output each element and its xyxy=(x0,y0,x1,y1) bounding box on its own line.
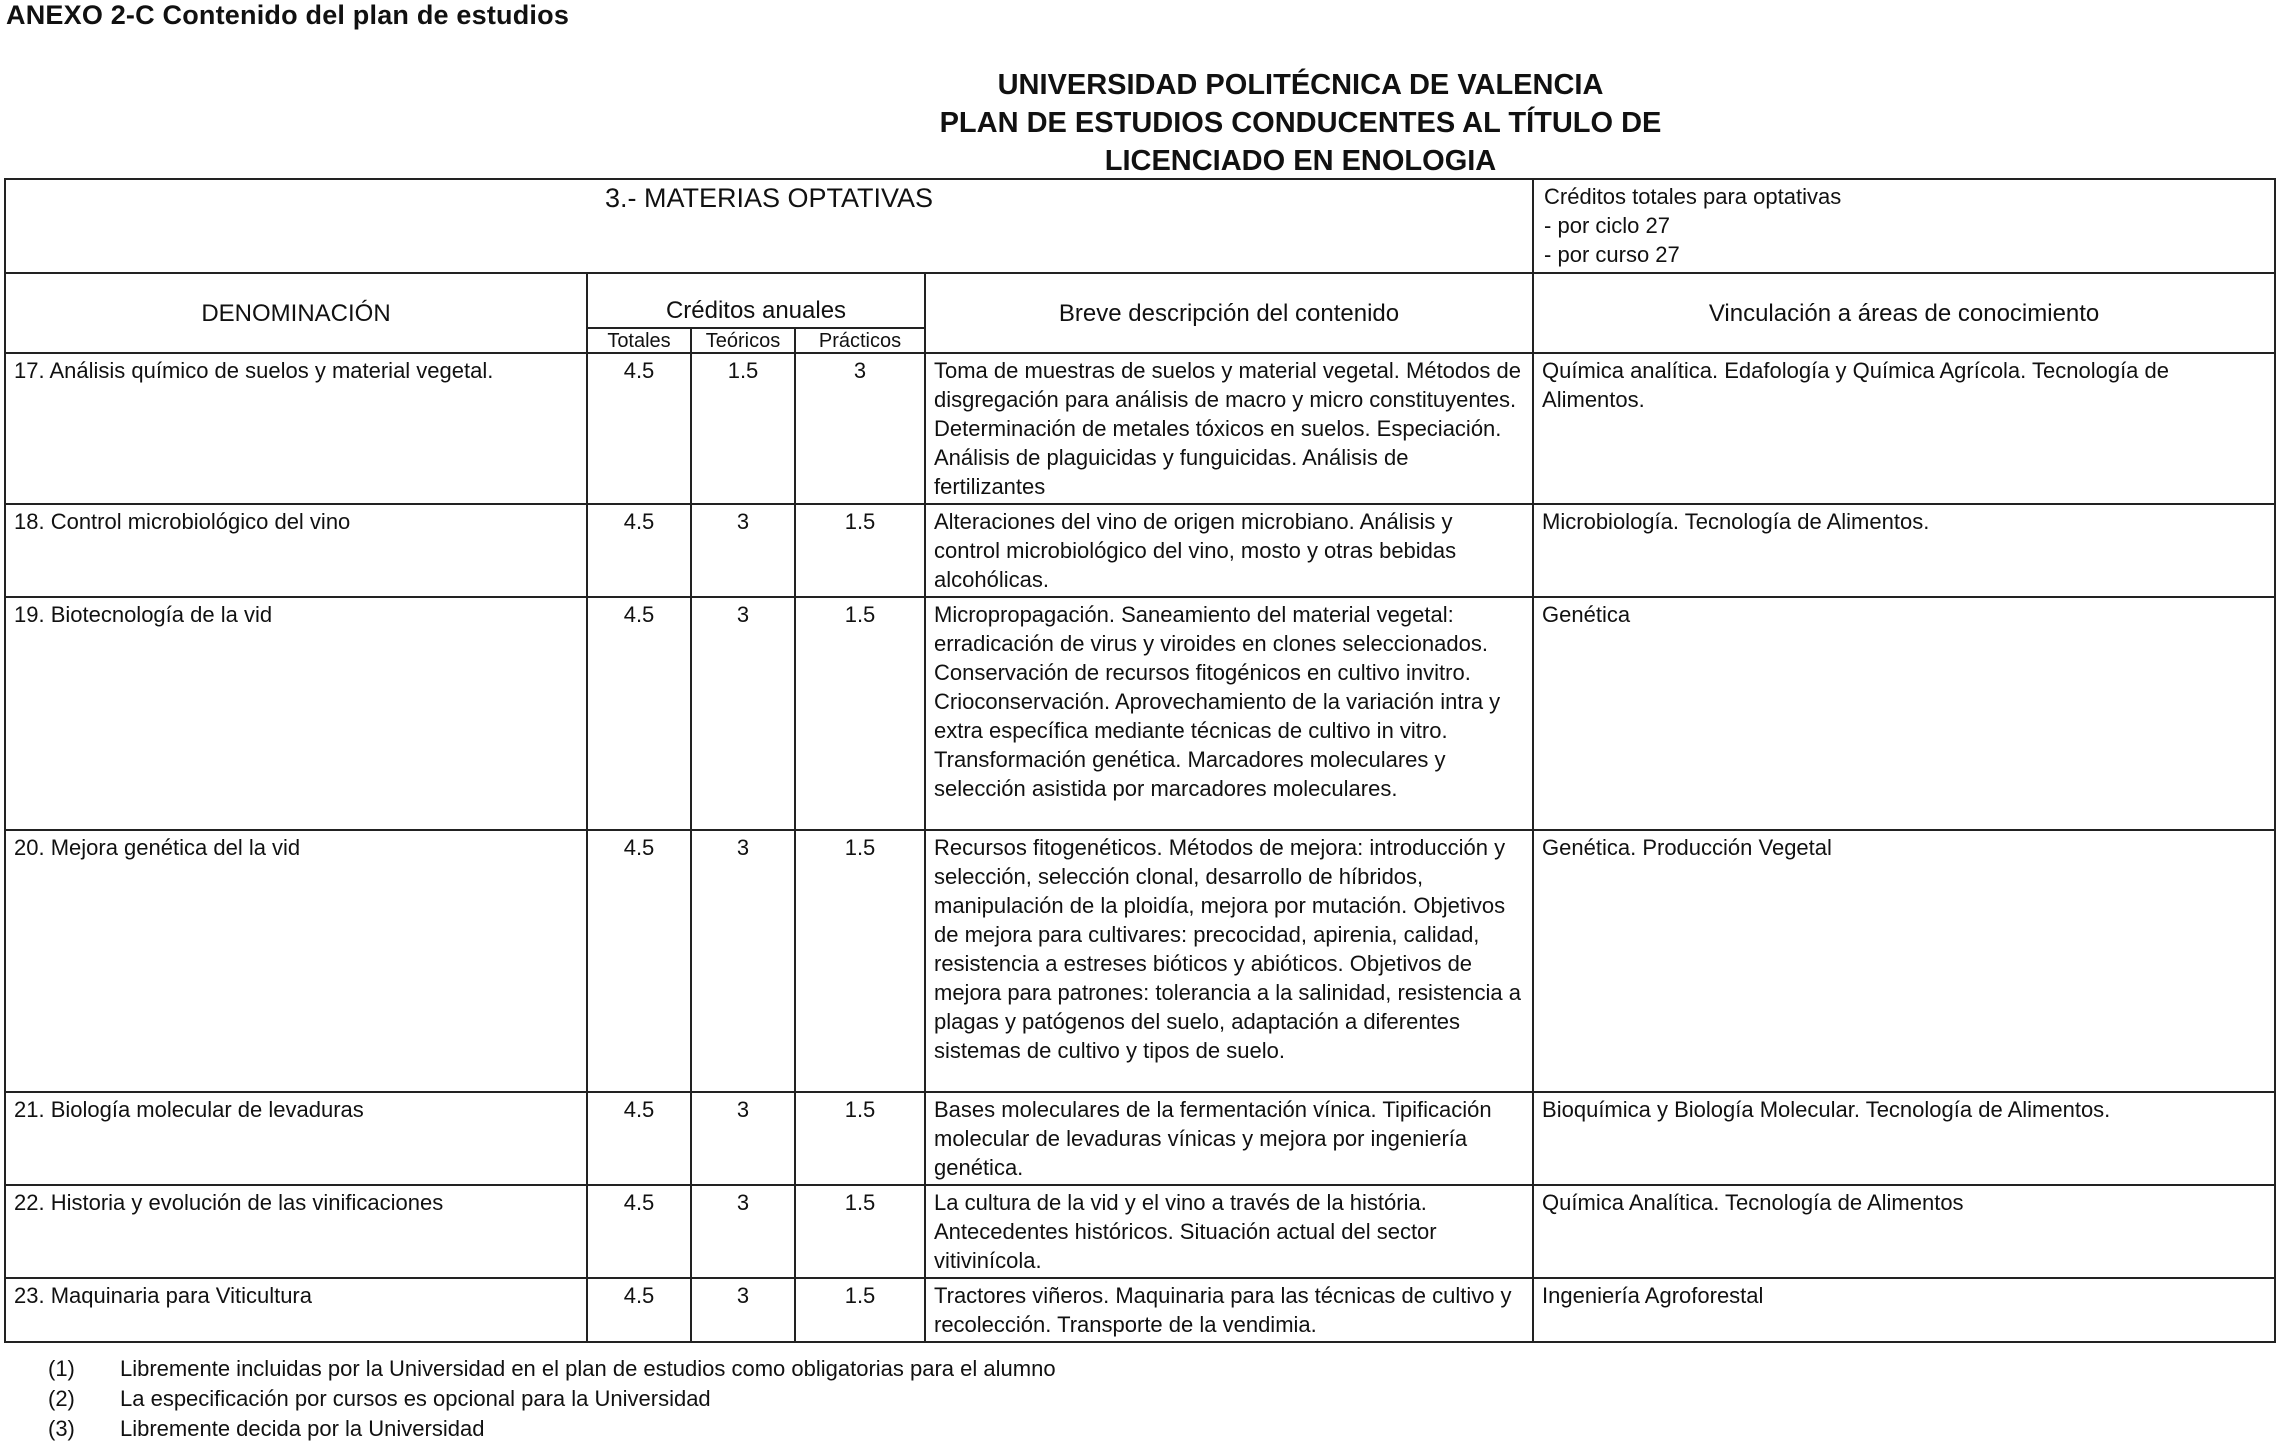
col-header-description: Breve descripción del contenido xyxy=(925,273,1533,353)
credits-total: 4.5 xyxy=(587,597,691,830)
col-header-total: Totales xyxy=(587,328,691,353)
annex-title: ANEXO 2-C Contenido del plan de estudios xyxy=(6,0,570,30)
footnote xyxy=(48,1414,1056,1444)
plan-title: PLAN DE ESTUDIOS CONDUCENTES AL TÍTULO DE xyxy=(939,107,1662,139)
section-header-row xyxy=(5,179,2275,273)
knowledge-areas: Química Analítica. Tecnología de Alimentos xyxy=(1533,1185,2275,1278)
degree-title: LICENCIADO EN ENOLOGIA xyxy=(1104,145,1497,177)
credits-theory: 3 xyxy=(691,1278,795,1342)
content-description: Micropropagación. Saneamiento del material vegetal: erradicación de virus y viroides en clones seleccionados. Conservación de recursos fitogénicos en cultivo invitro. Crioconservación. Aprovechamiento de la variación intra y extra específica mediante técnicas de cultivo in vitro. Transformación genética. Marcadores moleculares y selección asistida por marcadores moleculares. xyxy=(925,597,1533,830)
content-description: Toma de muestras de suelos y material vegetal. Métodos de disgregación para análisis de macro y micro constituyentes. Determinación de metales tóxicos en suelos. Especiación. Análisis de plaguicidas y funguicidas. Análisis de fertilizantes xyxy=(925,353,1533,504)
table-row xyxy=(5,504,2275,597)
footnote-text: Libremente incluidas por la Universidad en el plan de estudios como obligatorias para el alumno xyxy=(120,1356,1056,1381)
footnote-text: La especificación por cursos es opcional para la Universidad xyxy=(120,1386,711,1411)
credits-total: 4.5 xyxy=(587,504,691,597)
elective-subjects-table xyxy=(4,178,2276,1343)
col-header-name: DENOMINACIÓN xyxy=(5,273,587,353)
credits-theory: 3 xyxy=(691,1092,795,1185)
subjects-body xyxy=(5,353,2275,1342)
table-row xyxy=(5,353,2275,504)
table-row xyxy=(5,1278,2275,1342)
column-header-row xyxy=(5,273,2275,328)
footnote xyxy=(48,1384,1056,1414)
credits-practice: 1.5 xyxy=(795,1185,925,1278)
knowledge-areas: Genética. Producción Vegetal xyxy=(1533,830,2275,1092)
footnote-text: Libremente decida por la Universidad xyxy=(120,1416,485,1441)
table-row xyxy=(5,1185,2275,1278)
table-row xyxy=(5,597,2275,830)
content-description: La cultura de la vid y el vino a través de la história. Antecedentes históricos. Situación actual del sector vitivinícola. xyxy=(925,1185,1533,1278)
elective-credit-totals xyxy=(1533,179,2275,273)
footnote-mark: (3) xyxy=(48,1416,75,1441)
table-row xyxy=(5,1092,2275,1185)
credits-practice: 3 xyxy=(795,353,925,504)
footnote xyxy=(48,1354,1056,1384)
footnotes xyxy=(48,1354,1056,1444)
credits-total: 4.5 xyxy=(587,1092,691,1185)
credits-practice: 1.5 xyxy=(795,1092,925,1185)
credits-practice: 1.5 xyxy=(795,830,925,1092)
totals-label: Créditos totales para optativas xyxy=(1544,184,1842,209)
totals-per-course: - por curso 27 xyxy=(1544,242,1680,267)
content-description: Bases moleculares de la fermentación vínica. Tipificación molecular de levaduras vínicas y mejora por ingeniería genética. xyxy=(925,1092,1533,1185)
credits-theory: 3 xyxy=(691,1185,795,1278)
subject-name: 21. Biología molecular de levaduras xyxy=(5,1092,587,1185)
knowledge-areas: Ingeniería Agroforestal xyxy=(1533,1278,2275,1342)
subject-name: 23. Maquinaria para Viticultura xyxy=(5,1278,587,1342)
section-title: 3.- MATERIAS OPTATIVAS xyxy=(5,179,1533,273)
content-description: Tractores viñeros. Maquinaria para las técnicas de cultivo y recolección. Transporte de la vendimia. xyxy=(925,1278,1533,1342)
subject-name: 18. Control microbiológico del vino xyxy=(5,504,587,597)
credits-practice: 1.5 xyxy=(795,597,925,830)
credits-total: 4.5 xyxy=(587,1278,691,1342)
footnote-mark: (1) xyxy=(48,1356,75,1381)
knowledge-areas: Química analítica. Edafología y Química Agrícola. Tecnología de Alimentos. xyxy=(1533,353,2275,504)
credits-practice: 1.5 xyxy=(795,1278,925,1342)
content-description: Alteraciones del vino de origen microbiano. Análisis y control microbiológico del vino, mosto y otras bebidas alcohólicas. xyxy=(925,504,1533,597)
knowledge-areas: Genética xyxy=(1533,597,2275,830)
table-row xyxy=(5,830,2275,1092)
credits-theory: 3 xyxy=(691,830,795,1092)
col-header-areas: Vinculación a áreas de conocimiento xyxy=(1533,273,2275,353)
credits-total: 4.5 xyxy=(587,1185,691,1278)
credits-total: 4.5 xyxy=(587,353,691,504)
subject-name: 22. Historia y evolución de las vinificaciones xyxy=(5,1185,587,1278)
knowledge-areas: Bioquímica y Biología Molecular. Tecnología de Alimentos. xyxy=(1533,1092,2275,1185)
content-description: Recursos fitogenéticos. Métodos de mejora: introducción y selección, selección clonal, desarrollo de híbridos, manipulación de la ploidía, mejora por mutación. Objetivos de mejora para cultivares: precocidad, apirenia, calidad, resistencia a estreses bióticos y abióticos. Objetivos de mejora para patrones: tolerancia a la salinidad, resistencia a plagas y patógenos del suelo, adaptación a diferentes sistemas de cultivo y tipos de suelo. xyxy=(925,830,1533,1092)
col-header-credits: Créditos anuales xyxy=(587,273,925,328)
col-header-practice: Prácticos xyxy=(795,328,925,353)
credits-practice: 1.5 xyxy=(795,504,925,597)
subject-name: 17. Análisis químico de suelos y material vegetal. xyxy=(5,353,587,504)
credits-theory: 3 xyxy=(691,504,795,597)
col-header-theory: Teóricos xyxy=(691,328,795,353)
knowledge-areas: Microbiología. Tecnología de Alimentos. xyxy=(1533,504,2275,597)
footnote-mark: (2) xyxy=(48,1386,75,1411)
credits-theory: 3 xyxy=(691,597,795,830)
credits-theory: 1.5 xyxy=(691,353,795,504)
credits-total: 4.5 xyxy=(587,830,691,1092)
totals-per-cycle: - por ciclo 27 xyxy=(1544,213,1670,238)
university-name: UNIVERSIDAD POLITÉCNICA DE VALENCIA xyxy=(997,69,1604,101)
subject-name: 20. Mejora genética del la vid xyxy=(5,830,587,1092)
document-header xyxy=(0,66,2276,180)
subject-name: 19. Biotecnología de la vid xyxy=(5,597,587,830)
